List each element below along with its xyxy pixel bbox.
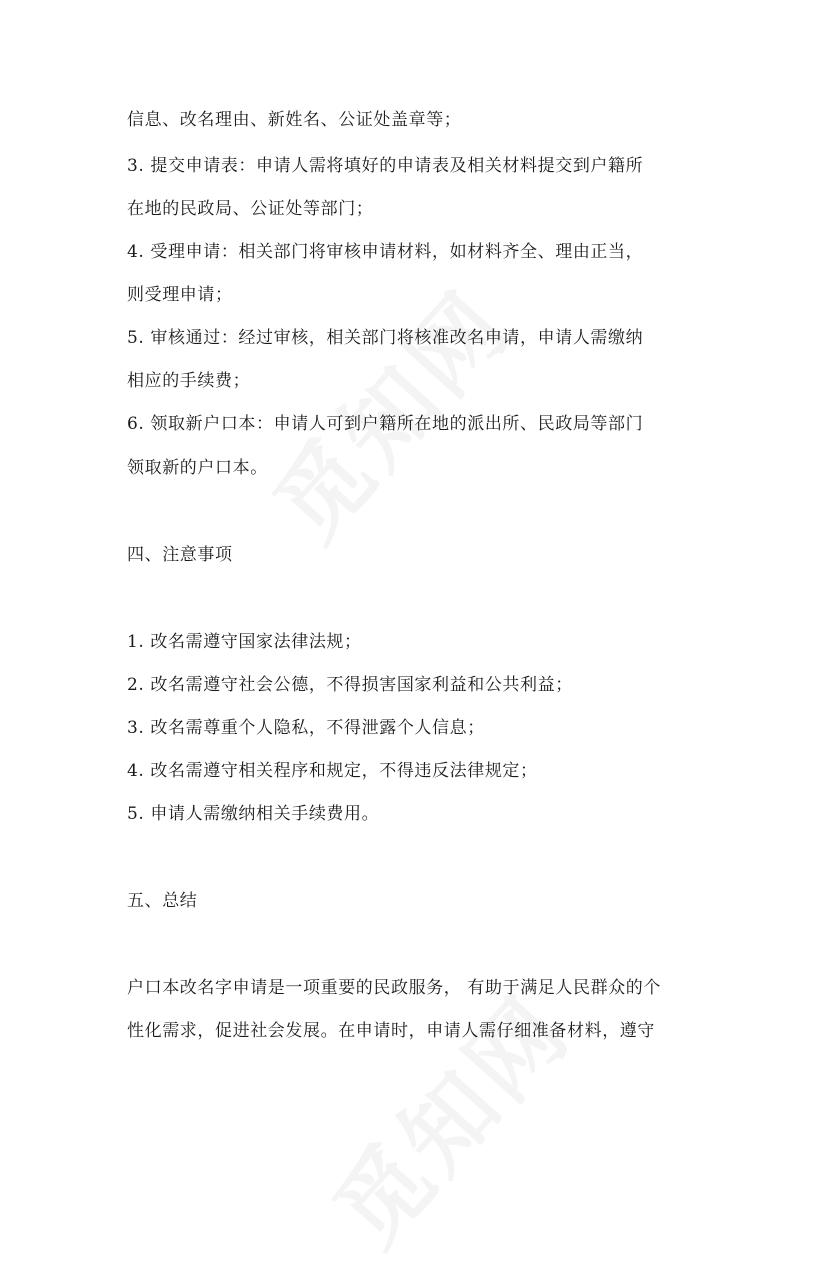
paragraph-line: 户口本改名字申请是一项重要的民政服务， 有助于满足人民群众的个 <box>127 978 662 998</box>
paragraph-line: 在地的民政局、公证处等部门； <box>127 199 374 219</box>
paragraph-line: 相应的手续费； <box>127 371 251 391</box>
list-item-line: 4. 改名需遵守相关程序和规定，不得违反法律规定； <box>127 761 538 781</box>
paragraph-line: 领取新的户口本。 <box>127 458 268 478</box>
list-item-line: 2. 改名需遵守社会公德，不得损害国家利益和公共利益； <box>127 675 573 695</box>
list-item-line: 5. 审核通过：经过审核，相关部门将核准改名申请，申请人需缴纳 <box>127 328 644 348</box>
paragraph-line: 信息、改名理由、新姓名、公证处盖章等； <box>127 110 462 130</box>
watermark <box>300 963 595 1269</box>
paragraph-line: 性化需求，促进社会发展。在申请时，申请人需仔细准备材料，遵守 <box>127 1021 655 1041</box>
list-item-line: 3. 提交申请表：申请人需将填好的申请表及相关材料提交到户籍所 <box>127 156 644 176</box>
list-item-line: 4. 受理申请：相关部门将审核申请材料，如材料齐全、理由正当， <box>127 242 644 262</box>
watermark <box>240 258 535 565</box>
list-item-line: 5. 申请人需缴纳相关手续费用。 <box>127 804 380 824</box>
section-heading: 五、总结 <box>127 891 198 911</box>
paragraph-line: 则受理申请； <box>127 285 233 305</box>
section-heading: 四、注意事项 <box>127 545 233 565</box>
list-item-line: 6. 领取新户口本：申请人可到户籍所在地的派出所、民政局等部门 <box>127 414 644 434</box>
list-item-line: 1. 改名需遵守国家法律法规； <box>127 632 362 652</box>
list-item-line: 3. 改名需尊重个人隐私，不得泄露个人信息； <box>127 718 485 738</box>
